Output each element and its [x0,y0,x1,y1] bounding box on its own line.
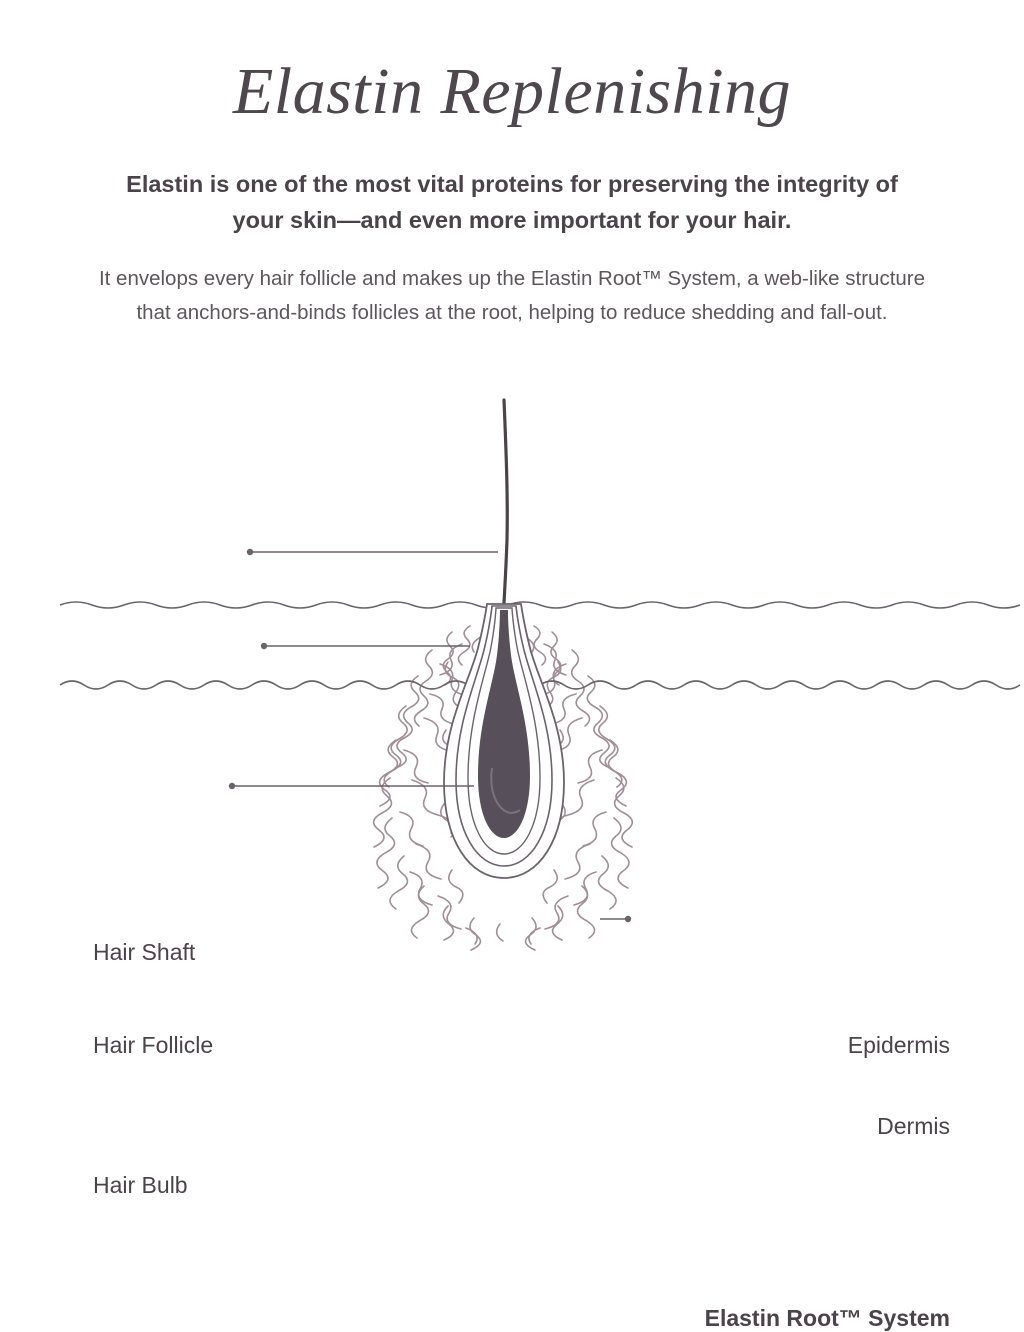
subtitle-text: Elastin is one of the most vital proteins for preserving the integrity of your skin—and even more important for your hair. [126,171,898,234]
label-hair-shaft: Hair Shaft [93,939,196,965]
label-hair-bulb: Hair Bulb [93,1172,188,1198]
hair-shaft-line [504,400,507,603]
label-epidermis: Epidermis [847,1032,950,1058]
epidermis-top-line [60,602,1020,608]
diagram-svg [0,400,1024,1024]
hair-follicle-diagram [0,400,1024,1331]
label-hair-follicle: Hair Follicle [93,1032,214,1058]
label-elastin-root-system: Elastin Root™ System [704,1305,950,1331]
body-text: It envelops every hair follicle and makes up the Elastin Root™ System, a web-like structure that anchors-and-binds follicles at the root, helping to reduce shedding and fall-out. [98,267,926,325]
label-dermis: Dermis [877,1113,950,1139]
page-title: Elastin Replenishing [232,55,792,128]
